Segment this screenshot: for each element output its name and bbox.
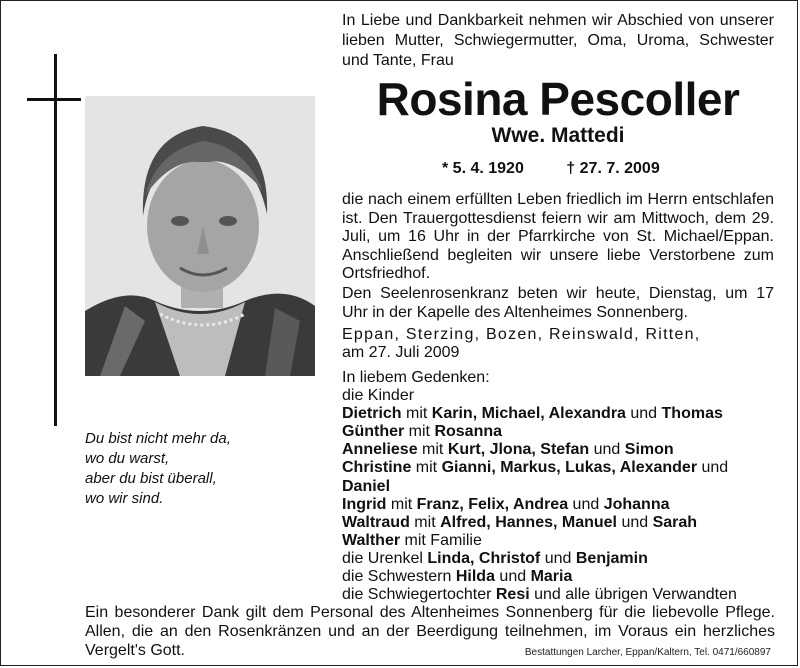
mourners-list xyxy=(342,369,774,604)
family-line: Daniel xyxy=(342,477,391,495)
poem-line: wo wir sind. xyxy=(85,490,164,507)
poem-line: aber du bist überall, xyxy=(85,470,217,487)
deceased-name: Rosina Pescoller xyxy=(376,73,740,125)
maiden-name: Wwe. Mattedi xyxy=(491,124,625,147)
great-grandchildren-line: die Urenkel Linda, Christof und Benjamin xyxy=(342,549,648,567)
intro-text: In Liebe und Dankbarkeit nehmen wir Abschied von unserer lieben Mutter, Schwiegermutter, Oma, Uroma, Schwester und Tante, Frau xyxy=(342,12,774,69)
life-dates xyxy=(442,159,660,179)
mourners-heading: In liebem Gedenken: xyxy=(342,369,490,386)
family-line: Christine mit Gianni, Markus, Lukas, Alexander und xyxy=(342,459,729,477)
sisters-line: die Schwestern Hilda und Maria xyxy=(342,568,573,586)
poem-line: Du bist nicht mehr da, xyxy=(85,430,231,447)
funeral-info: die nach einem erfüllten Leben friedlich im Herrn entschlafen ist. Den Trauergottesdienst feiern wir am Mittwoch, dem 29. Juli, um 16 Uhr in der Pfarrkirche von St. Michael/Eppan. Anschließend begleiten wir unsere liebe Verstorbene zum Ortsfriedhof. xyxy=(342,191,774,283)
portrait-photo xyxy=(85,96,315,376)
cross-icon-bar xyxy=(27,98,81,101)
family-line: Anneliese mit Kurt, Jlona, Stefan und Simon xyxy=(342,441,674,459)
place-date xyxy=(342,326,774,362)
cross-icon xyxy=(54,54,57,426)
thanks-text: Ein besonderer Dank gilt dem Personal des Altenheimes Sonnenberg für die liebevolle Pflege. Allen, die an den Rosenkränzen und an der Beerdigung teilnehmen, im Voraus ein herzliches Vergelt's Gott. xyxy=(85,604,775,659)
family-line: Waltraud mit Alfred, Hannes, Manuel und Sarah xyxy=(342,513,698,531)
family-line: Ingrid mit Franz, Felix, Andrea und Johanna xyxy=(342,495,670,513)
poem-line: wo du warst, xyxy=(85,450,170,467)
notice-date: am 27. Juli 2009 xyxy=(342,344,460,361)
rosary-info: Den Seelenrosenkranz beten wir heute, Dienstag, um 17 Uhr in der Kapelle des Altenheimes Sonnenberg. xyxy=(342,285,774,321)
poem xyxy=(85,429,325,509)
birth-date: * 5. 4. 1920 xyxy=(442,160,524,177)
daughter-in-law-line: die Schwiegertochter Resi und alle übrigen Verwandten xyxy=(342,586,737,604)
family-line: Dietrich mit Karin, Michael, Alexandra und Thomas xyxy=(342,405,723,423)
family-line: Walther mit Familie xyxy=(342,531,482,549)
children-label: die Kinder xyxy=(342,387,415,405)
death-date: † 27. 7. 2009 xyxy=(566,160,660,177)
funeral-home-credit: Bestattungen Larcher, Eppan/Kaltern, Tel. 0471/660897 xyxy=(524,647,771,658)
places-list: Eppan, Sterzing, Bozen, Reinswald, Ritten, xyxy=(342,326,701,343)
family-line: Günther mit Rosanna xyxy=(342,423,503,441)
